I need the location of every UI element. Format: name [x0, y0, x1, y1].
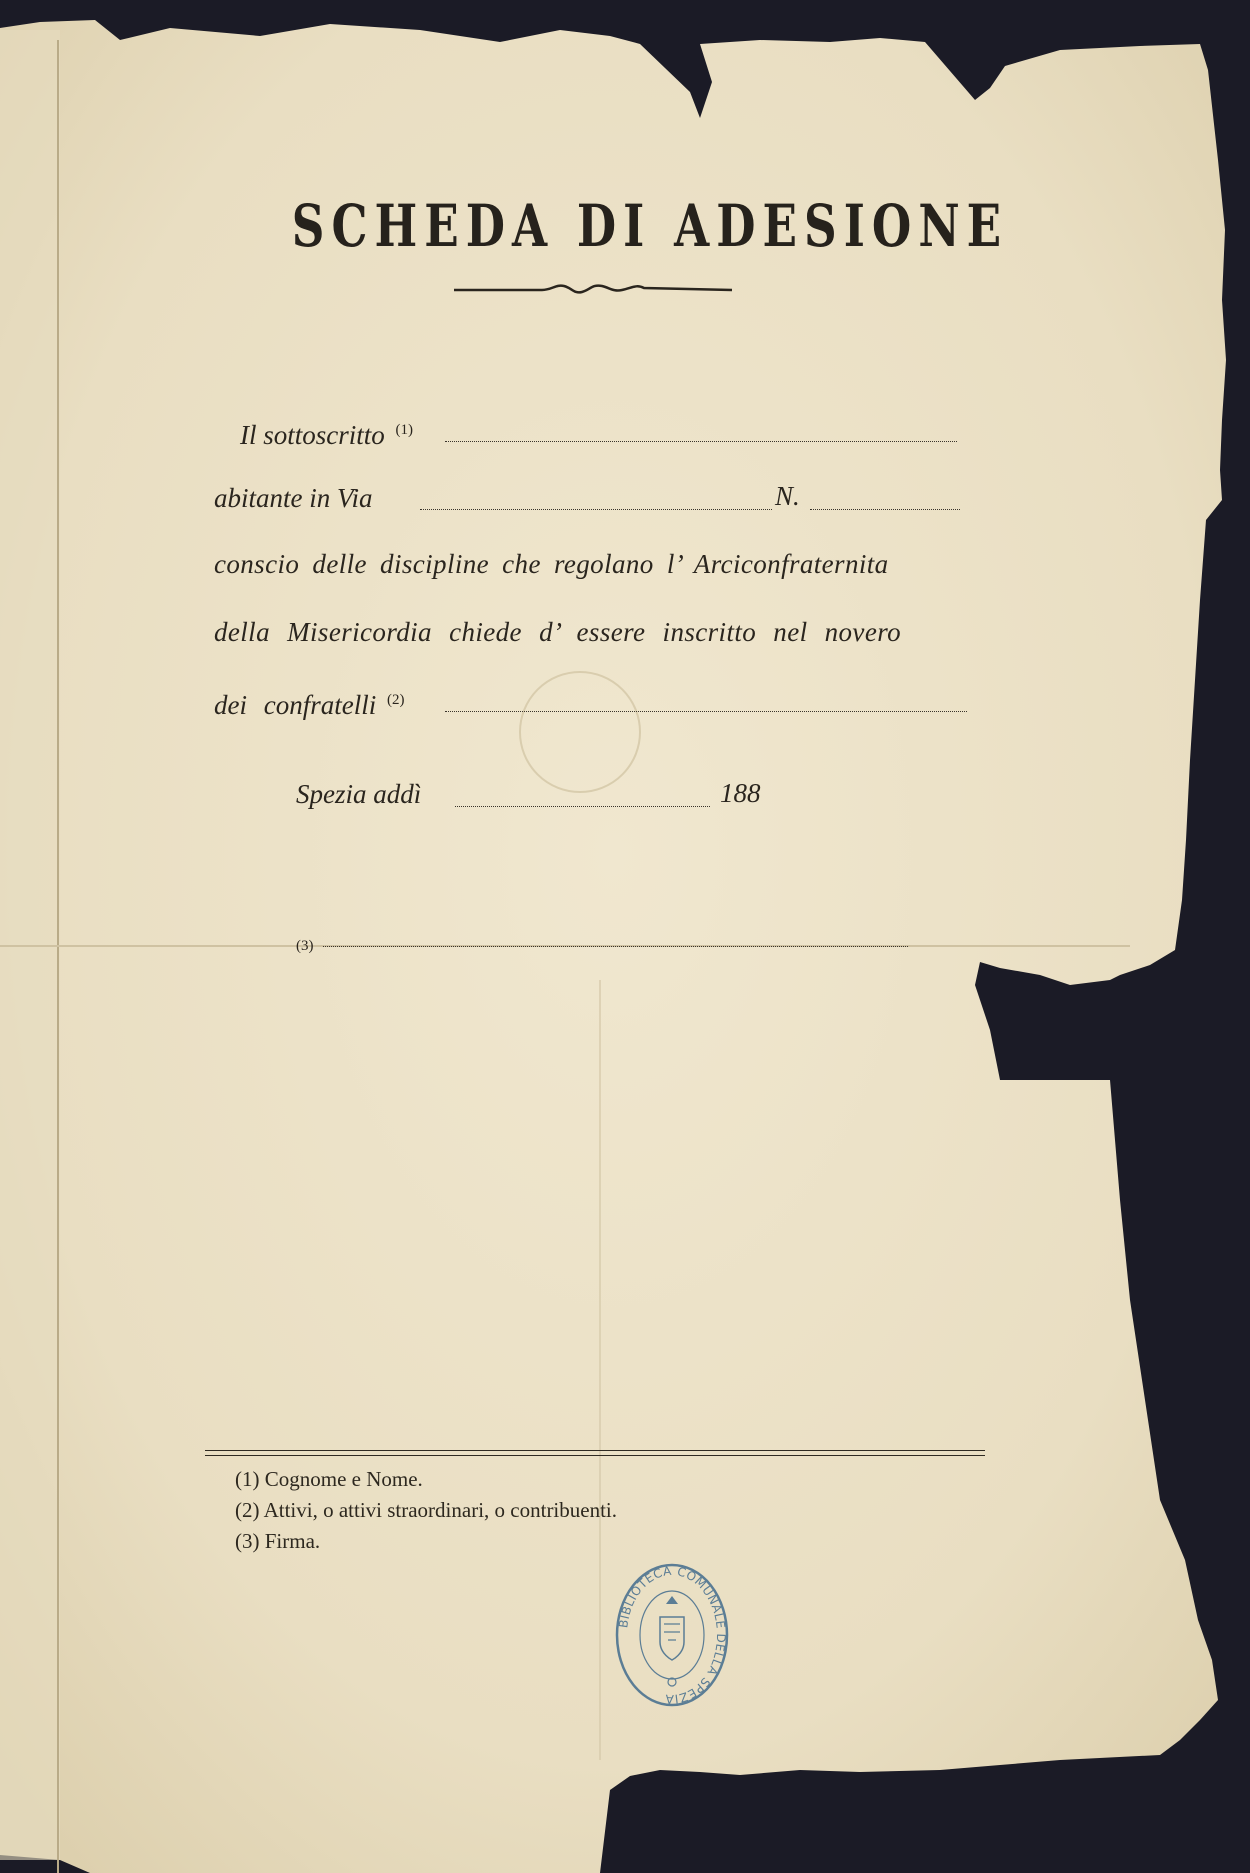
- sottoscritto-label: Il sottoscritto: [240, 420, 385, 450]
- house-number-fill-line[interactable]: [810, 509, 960, 510]
- number-label: [775, 480, 800, 512]
- footnote-ref-3: (3): [296, 938, 314, 954]
- via-label: abitante in Via: [214, 483, 373, 513]
- footnote-ref-1: (1): [395, 422, 414, 438]
- signature-fill-line[interactable]: [323, 946, 908, 947]
- footnote-3: (3) Firma.: [235, 1529, 321, 1553]
- form-line-confratelli: [214, 684, 408, 721]
- form-line-conscio: conscio delle discipline che regolano l’ Arciconfraternita: [214, 549, 889, 579]
- footnote-ref-2: (2): [386, 692, 405, 708]
- library-stamp: [612, 1562, 732, 1712]
- form-line-misericordia: della Misericordia chiede d’ essere inscritto nel novero: [214, 617, 902, 647]
- form-line-sottoscritto: [240, 414, 417, 451]
- footnote-rule-bottom: [205, 1455, 985, 1456]
- confratelli-label: dei confratelli: [214, 690, 377, 720]
- name-fill-line[interactable]: [445, 441, 957, 442]
- member-category-fill-line[interactable]: [445, 711, 967, 712]
- form-line-via: [214, 482, 372, 514]
- footnote-1: (1) Cognome e Nome.: [235, 1467, 423, 1491]
- stamp-text: BIBLIOTECA COMUNALE DELLA SPEZIA: [616, 1563, 729, 1707]
- title-flourish: [452, 280, 734, 300]
- footnote-rule-top: [205, 1450, 985, 1451]
- year-prefix: 188: [720, 778, 761, 808]
- form-line-date: [296, 778, 421, 810]
- date-fill-line[interactable]: [455, 806, 710, 807]
- footnote-2: (2) Attivi, o attivi straordinari, o contribuenti.: [235, 1498, 618, 1522]
- number-label-text: N.: [775, 481, 800, 511]
- document-title: SCHEDA DI ADESIONE: [291, 192, 1009, 260]
- street-fill-line[interactable]: [420, 509, 772, 510]
- spezia-label: Spezia addì: [296, 779, 422, 809]
